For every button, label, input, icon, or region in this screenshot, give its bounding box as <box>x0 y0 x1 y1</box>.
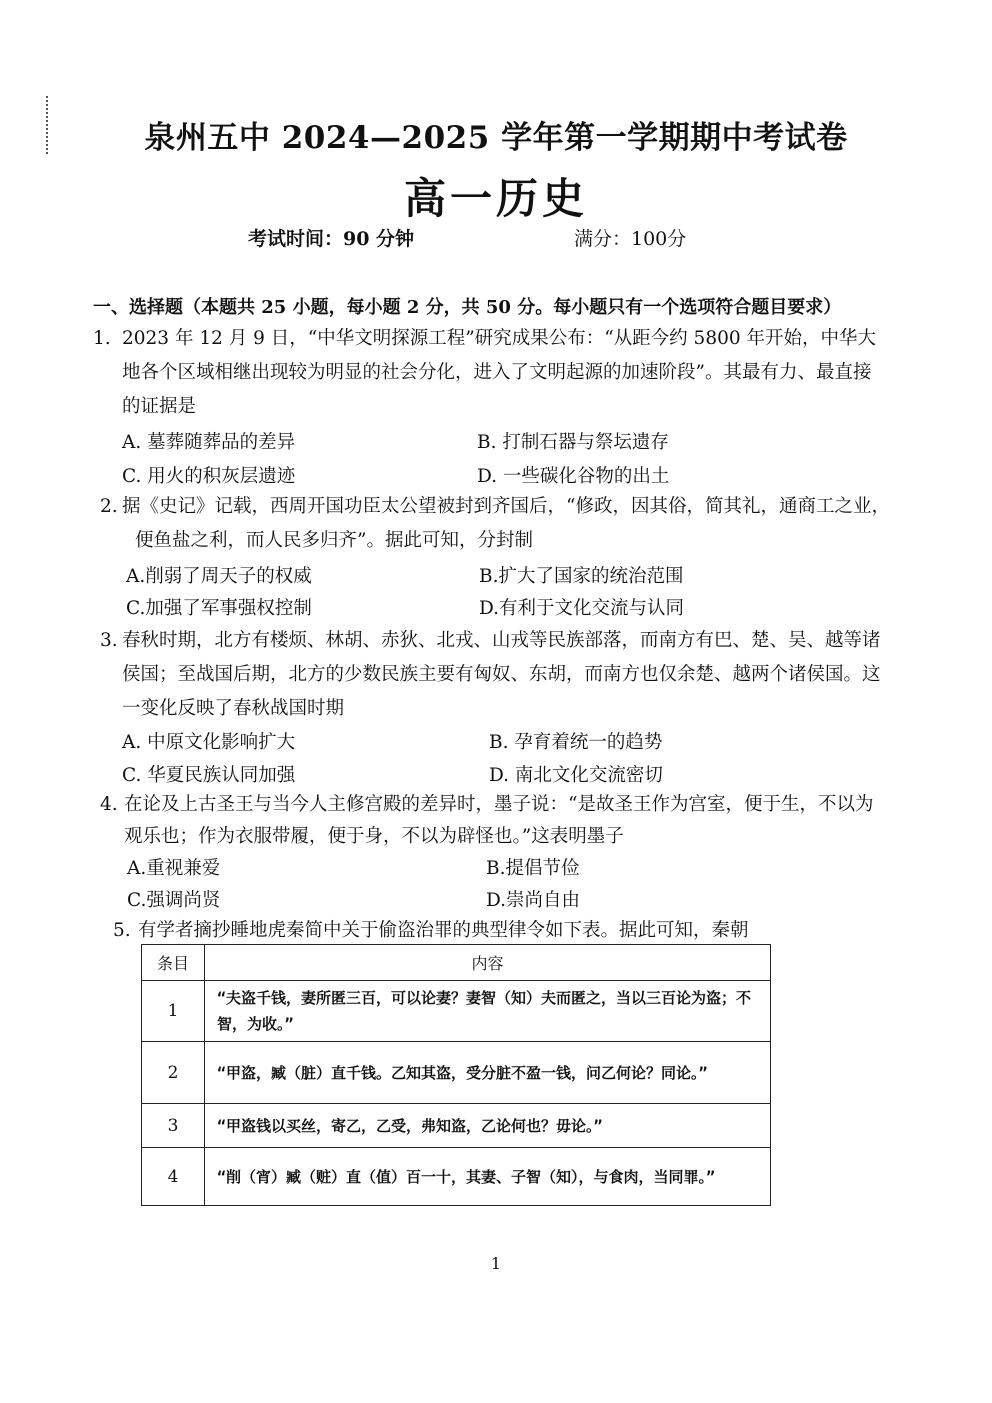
section-heading: 一、选择题（本题共 25 小题，每小题 2 分，共 50 分。每小题只有一个选项符合题目要求） <box>93 297 842 318</box>
row-content: “甲盗钱以买丝，寄乙，乙受，弗知盗，乙论何也？毋论。” <box>205 1104 771 1148</box>
question-line: 观乐也；作为衣服带履，便于身，不以为辟怪也。”这表明墨子 <box>124 826 624 847</box>
option-d: D. 南北文化交流密切 <box>489 765 663 786</box>
page-number: 1 <box>490 1254 502 1273</box>
option-b: B.提倡节俭 <box>486 858 580 879</box>
question-line: 地各个区域相继出现较为明显的社会分化，进入了文明起源的加速阶段”。其最有力、最直接 <box>122 362 872 383</box>
option-a: A.重视兼爱 <box>127 858 221 879</box>
exam-title: 泉州五中 2024—2025 学年第一学期期中考试卷 <box>144 120 848 156</box>
table-row <box>142 981 771 1042</box>
row-content: “夫盗千钱，妻所匿三百，可以论妻？妻智（知）夫而匿之，当以三百论为盗；不智，为收。” <box>205 981 771 1042</box>
row-number: 3 <box>142 1104 205 1148</box>
question-number: 3. <box>100 630 118 651</box>
question-line: 据《史记》记载，西周开国功臣太公望被封到齐国后，“修政，因其俗，简其礼，通商工之业， <box>122 496 890 517</box>
question-line: 侯国；至战国后期，北方的少数民族主要有匈奴、东胡，而南方也仅余楚、越两个诸侯国。这 <box>122 664 881 685</box>
question-number: 5. <box>113 920 131 941</box>
question-line: 在论及上古圣王与当今人主修宫殿的差异时，墨子说：“是故圣王作为宫室，便于生，不以为 <box>124 794 874 815</box>
exam-time: 考试时间：90 分钟 <box>248 228 415 250</box>
question-line: 春秋时期，北方有楼烦、林胡、赤狄、北戎、山戎等民族部落，而南方有巴、楚、吴、越等诸 <box>122 630 881 651</box>
row-content: “甲盗，臧（脏）直千钱。乙知其盗，受分脏不盈一钱，问乙何论？同论。” <box>205 1042 771 1104</box>
option-a: A. 墓葬随葬品的差异 <box>122 432 296 453</box>
option-a: A.削弱了周天子的权威 <box>126 566 312 587</box>
table-row <box>142 1148 771 1206</box>
option-c: C. 华夏民族认同加强 <box>122 765 296 786</box>
option-c: C.强调尚贤 <box>127 890 221 911</box>
row-number: 1 <box>142 981 205 1042</box>
question-line: 一变化反映了春秋战国时期 <box>122 698 345 719</box>
question-number: 2. <box>100 496 118 517</box>
option-c: C. 用火的积灰层遗迹 <box>122 466 296 487</box>
option-d: D.有利于文化交流与认同 <box>479 598 685 619</box>
option-b: B.扩大了国家的统治范围 <box>479 566 684 587</box>
question-line: 的证据是 <box>122 396 197 417</box>
subject-title: 高一历史 <box>403 174 588 223</box>
option-d: D.崇尚自由 <box>486 890 581 911</box>
question-number: 1. <box>93 328 111 349</box>
table-row <box>142 1042 771 1104</box>
question-line: 便鱼盐之利，而人民多归齐”。据此可知，分封制 <box>135 530 533 551</box>
row-number: 4 <box>142 1148 205 1206</box>
question-line: 有学者摘抄睡地虎秦简中关于偷盗治罪的典型律令如下表。据此可知，秦朝 <box>138 920 749 941</box>
option-b: B. 打制石器与祭坛遗存 <box>477 432 669 453</box>
column-header-item: 条目 <box>142 945 205 981</box>
option-c: C.加强了军事强权控制 <box>126 598 312 619</box>
option-a: A. 中原文化影响扩大 <box>122 732 296 753</box>
question-line: 2023 年 12 月 9 日，“中华文明探源工程”研究成果公布：“从距今约 5800 年开始，中华大 <box>122 328 877 349</box>
full-score: 满分：100分 <box>574 228 687 250</box>
row-content: “削（宵）臧（赃）直（值）百一十，其妻、子智（知），与食肉，当同罪。” <box>205 1148 771 1206</box>
option-d: D. 一些碳化谷物的出土 <box>477 466 670 487</box>
option-b: B. 孕育着统一的趋势 <box>489 732 663 753</box>
law-table <box>141 944 771 1206</box>
question-number: 4. <box>100 794 118 815</box>
row-number: 2 <box>142 1042 205 1104</box>
table-header-row <box>142 945 771 981</box>
column-header-content: 内容 <box>205 945 771 981</box>
table-row <box>142 1104 771 1148</box>
